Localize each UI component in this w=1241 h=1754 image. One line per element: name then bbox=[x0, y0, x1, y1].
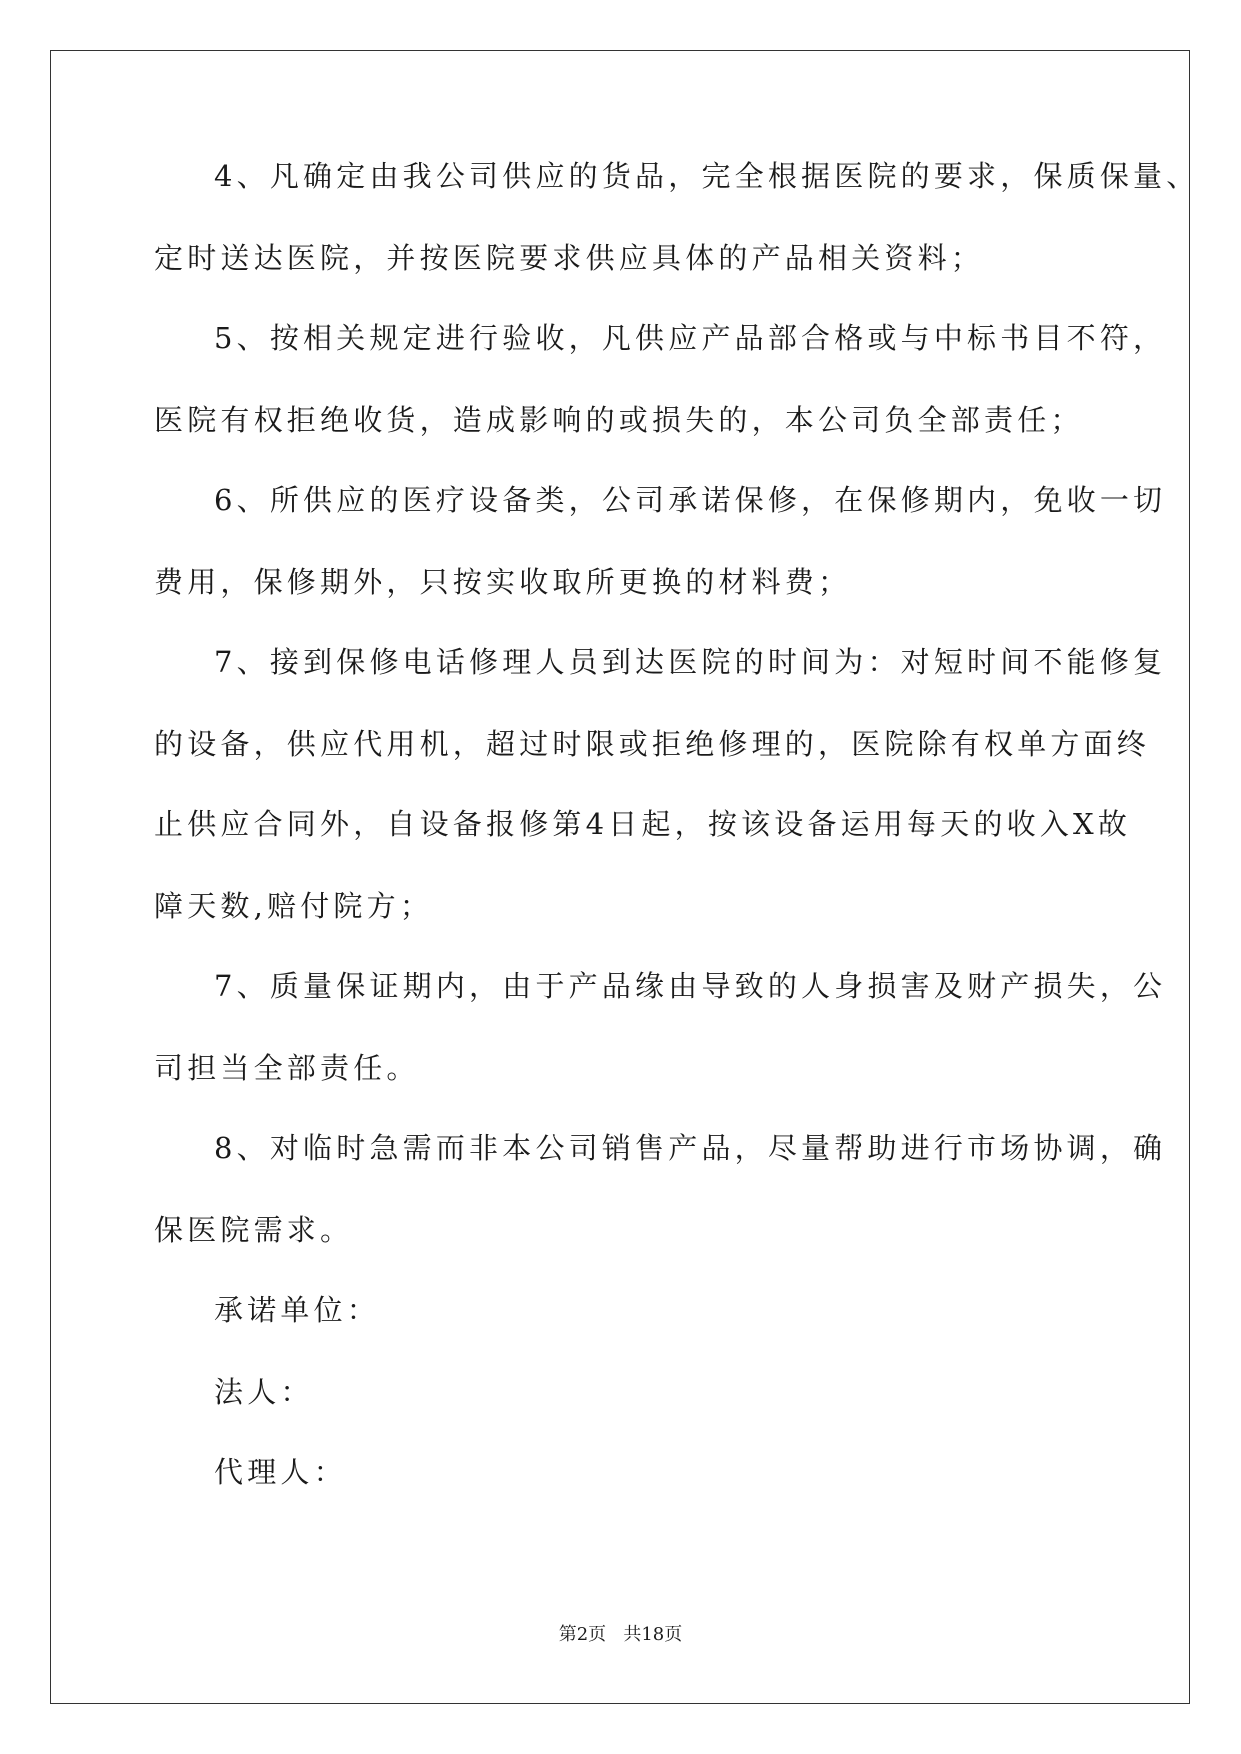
paragraph-6-line-2: 费用，保修期外，只按实收取所更换的材料费； bbox=[154, 565, 852, 599]
paragraph-8-line-1: 8、对临时急需而非本公司销售产品，尽量帮助进行市场协调，确 bbox=[214, 1131, 1167, 1165]
paragraph-7b-line-1: 7、质量保证期内，由于产品缘由导致的人身损害及财产损失，公 bbox=[214, 969, 1167, 1003]
paragraph-5-line-1: 5、按相关规定进行验收，凡供应产品部合格或与中标书目不符， bbox=[214, 321, 1167, 355]
paragraph-4-line-2: 定时送达医院，并按医院要求供应具体的产品相关资料； bbox=[154, 241, 985, 275]
paragraph-7a-line-2: 的设备，供应代用机，超过时限或拒绝修理的，医院除有权单方面终 bbox=[154, 727, 1151, 761]
paragraph-8-line-2: 保医院需求。 bbox=[154, 1213, 354, 1247]
paragraph-7a-line-3: 止供应合同外，自设备报修第4日起，按该设备运用每天的收入X故 bbox=[154, 807, 1132, 841]
paragraph-7b-line-2: 司担当全部责任。 bbox=[154, 1051, 420, 1085]
paragraph-6-line-1: 6、所供应的医疗设备类，公司承诺保修，在保修期内，免收一切 bbox=[214, 483, 1167, 517]
page-number-footer: 第2页 共18页 bbox=[558, 1624, 683, 1645]
paragraph-5-line-2: 医院有权拒绝收货，造成影响的或损失的，本公司负全部责任； bbox=[154, 403, 1084, 437]
signature-legal-person-label: 法人： bbox=[214, 1375, 314, 1409]
signature-agent-label: 代理人： bbox=[214, 1455, 347, 1489]
paragraph-7a-line-4: 障天数,赔付院方； bbox=[154, 889, 434, 923]
paragraph-4-line-1: 4、凡确定由我公司供应的货品，完全根据医院的要求，保质保量、 bbox=[214, 159, 1200, 193]
signature-unit-label: 承诺单位： bbox=[214, 1293, 381, 1327]
paragraph-7a-line-1: 7、接到保修电话修理人员到达医院的时间为：对短时间不能修复 bbox=[214, 645, 1167, 679]
